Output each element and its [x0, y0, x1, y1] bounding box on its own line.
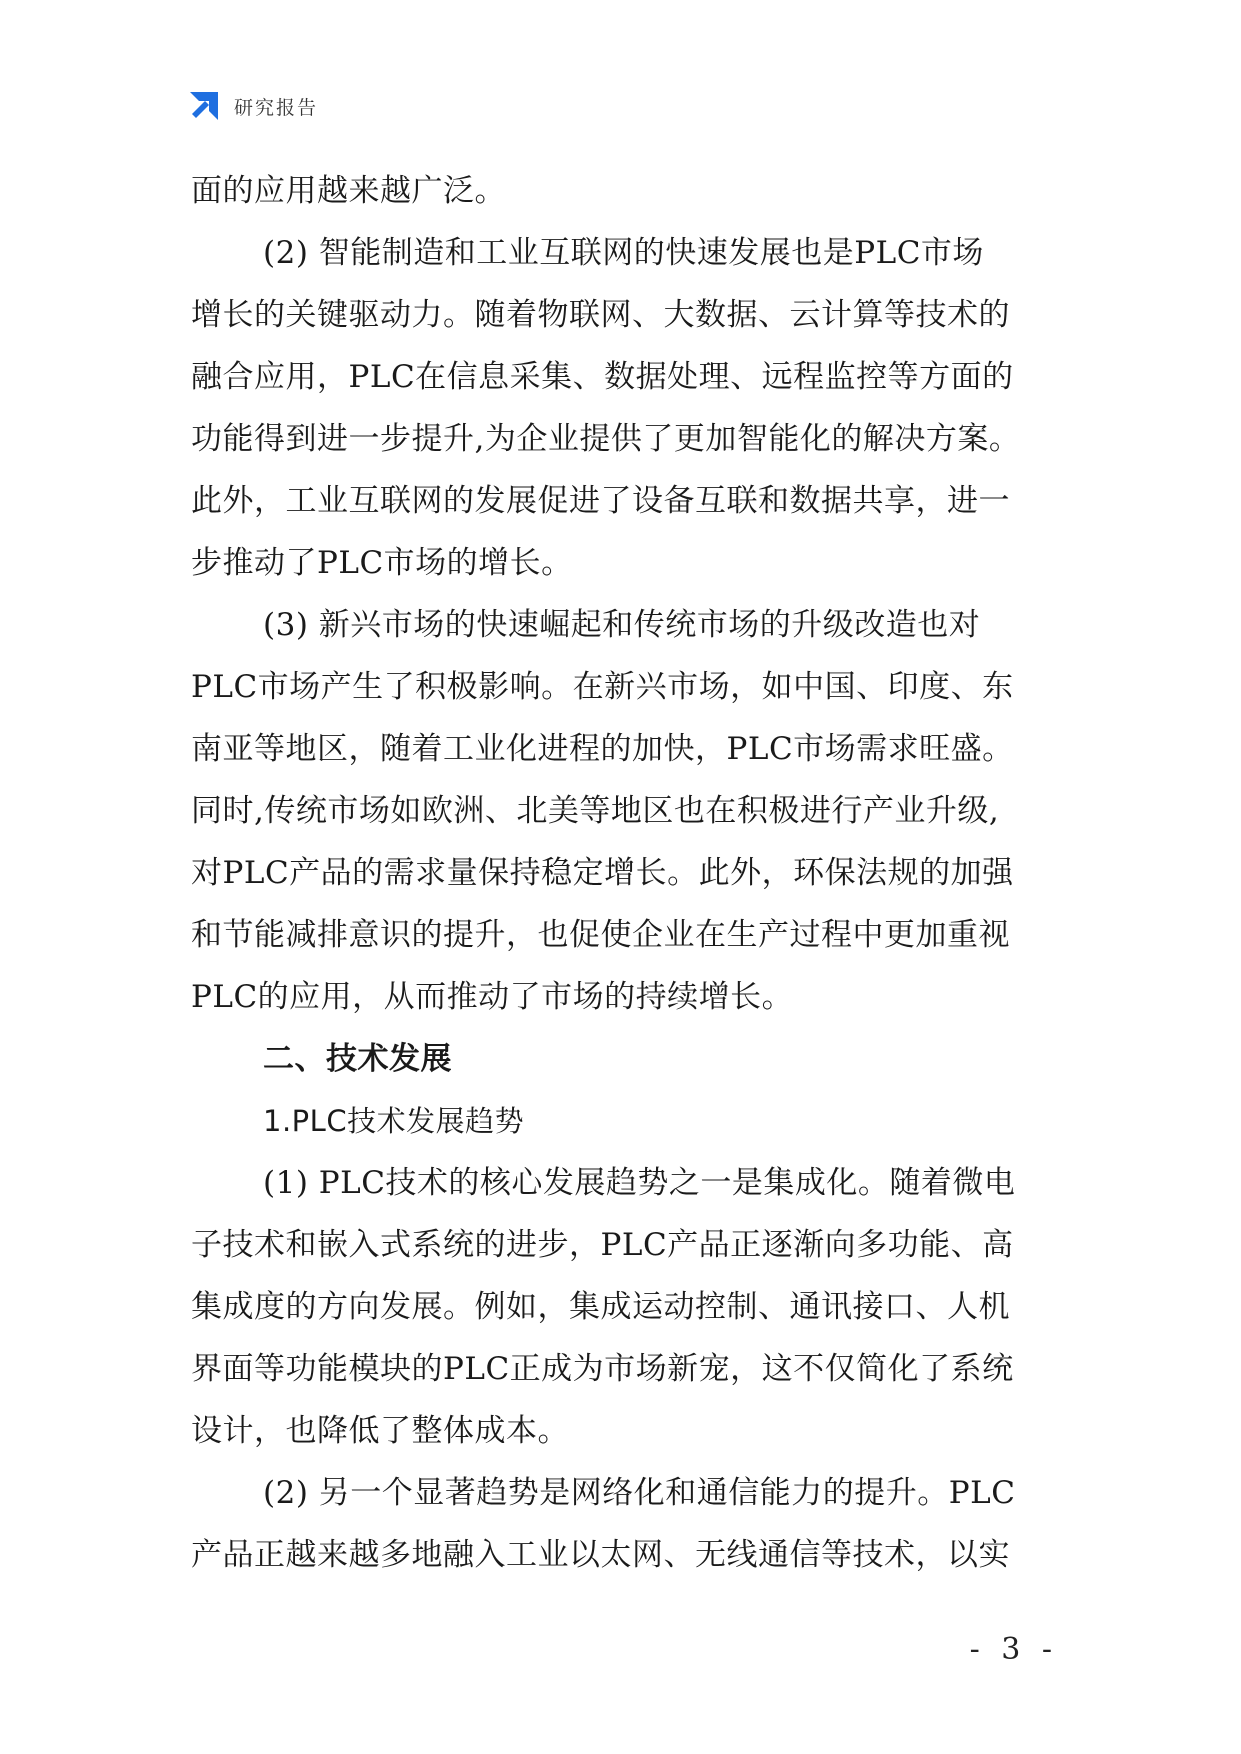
paragraph-line: (3) 新兴市场的快速崛起和传统市场的升级改造也对 [263, 607, 981, 643]
page-number: - 3 - [969, 1632, 1058, 1667]
paragraph-line: 界面等功能模块的PLC正成为市场新宠，这不仅简化了系统 [191, 1351, 1014, 1387]
arrow-up-right-icon [188, 90, 220, 122]
page-header [188, 88, 318, 124]
paragraph-line: (2) 智能制造和工业互联网的快速发展也是PLC市场 [263, 235, 984, 271]
paragraph-line: 步推动了PLC市场的增长。 [191, 545, 573, 581]
paragraph-line: 产品正越来越多地融入工业以太网、无线通信等技术，以实 [191, 1537, 1010, 1573]
paragraph-line: PLC市场产生了积极影响。在新兴市场，如中国、印度、东 [191, 669, 1014, 705]
sub-heading: 1.PLC技术发展趋势 [263, 1104, 525, 1138]
paragraph-line: 面的应用越来越广泛。 [191, 173, 506, 209]
paragraph-line: (1) PLC技术的核心发展趋势之一是集成化。随着微电 [263, 1165, 1016, 1201]
document-body [191, 160, 1059, 1586]
paragraph-line: 和节能减排意识的提升，也促使企业在生产过程中更加重视 [191, 917, 1010, 953]
paragraph-line: 融合应用，PLC在信息采集、数据处理、远程监控等方面的 [191, 359, 1014, 395]
paragraph-line: 南亚等地区，随着工业化进程的加快，PLC市场需求旺盛。 [191, 731, 1014, 767]
paragraph-line: 设计，也降低了整体成本。 [191, 1413, 569, 1449]
paragraph-line: 同时,传统市场如欧洲、北美等地区也在积极进行产业升级, [191, 793, 1000, 829]
section-heading: 二、技术发展 [263, 1041, 452, 1077]
paragraph-line: (2) 另一个显著趋势是网络化和通信能力的提升。PLC [263, 1475, 1016, 1511]
paragraph-line: 对PLC产品的需求量保持稳定增长。此外，环保法规的加强 [191, 855, 1014, 891]
paragraph-line: PLC的应用，从而推动了市场的持续增长。 [191, 979, 794, 1015]
paragraph-line: 功能得到进一步提升,为企业提供了更加智能化的解决方案。 [191, 421, 1021, 457]
paragraph-line: 集成度的方向发展。例如，集成运动控制、通讯接口、人机 [191, 1289, 1010, 1325]
paragraph-line: 子技术和嵌入式系统的进步，PLC产品正逐渐向多功能、高 [191, 1227, 1014, 1263]
paragraph-line: 增长的关键驱动力。随着物联网、大数据、云计算等技术的 [191, 297, 1010, 333]
paragraph-line: 此外，工业互联网的发展促进了设备互联和数据共享，进一 [191, 483, 1010, 519]
report-label: 研究报告 [234, 96, 319, 119]
